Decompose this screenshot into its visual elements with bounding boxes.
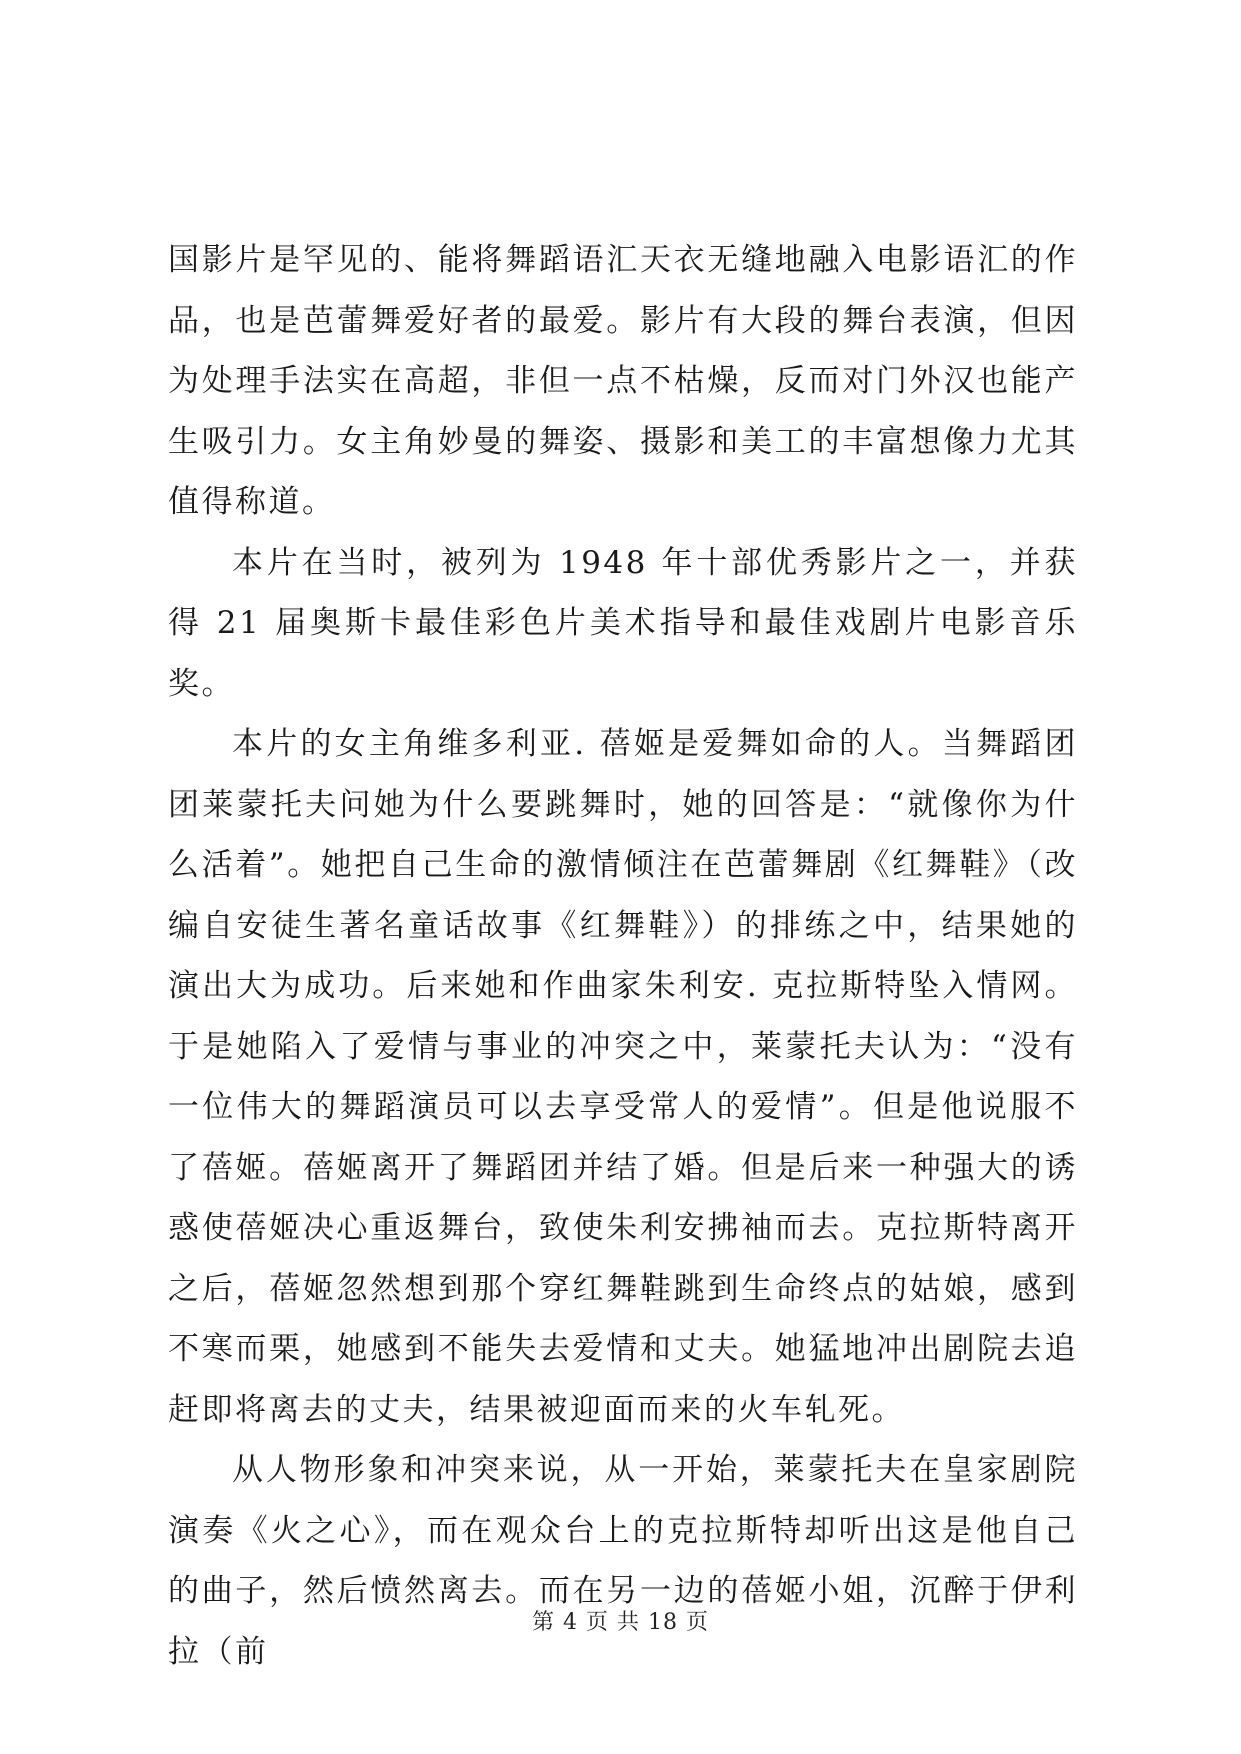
body-text <box>168 230 1078 1682</box>
page-footer: 第 4 页 共 18 页 <box>532 1610 709 1635</box>
paragraph-4: 从人物形象和冲突来说，从一开始，莱蒙托夫在皇家剧院演奏《火之心》，而在观众台上的克拉斯特却听出这是他自己的曲子，然后愤然离去。而在另一边的蓓姬小姐，沉醉于伊利拉（前 <box>168 1452 1078 1670</box>
paragraph-3: 本片的女主角维多利亚. 蓓姬是爱舞如命的人。当舞蹈团团莱蒙托夫问她为什么要跳舞时，她的回答是：“就像你为什么活着”。她把自己生命的激情倾注在芭蕾舞剧《红舞鞋》（改编自安徒生著名童话故事《红舞鞋》）的排练之中，结果她的演出大为成功。后来她和作曲家朱利安. 克拉斯特坠入情网。于是她陷入了爱情与事业的冲突之中，莱蒙托夫认为：“没有一位伟大的舞蹈演员可以去享受常人的爱情”。但是他说服不了蓓姬。蓓姬离开了舞蹈团并结了婚。但是后来一种强大的诱惑使蓓姬决心重返舞台，致使朱利安拂袖而去。克拉斯特离开之后，蓓姬忽然想到那个穿红舞鞋跳到生命终点的姑娘，感到不寒而栗，她感到不能失去爱情和丈夫。她猛地冲出剧院去追赶即将离去的丈夫，结果被迎面而来的火车轧死。 <box>168 726 1078 1428</box>
paragraph-1: 国影片是罕见的、能将舞蹈语汇天衣无缝地融入电影语汇的作品，也是芭蕾舞爱好者的最爱。影片有大段的舞台表演，但因为处理手法实在高超，非但一点不枯燥，反而对门外汉也能产生吸引力。女主角妙曼的舞姿、摄影和美工的丰富想像力尤其值得称道。 <box>168 242 1078 520</box>
paragraph-2: 本片在当时，被列为 1948 年十部优秀影片之一，并获得 21 届奥斯卡最佳彩色片美术指导和最佳戏剧片电影音乐奖。 <box>168 544 1078 702</box>
